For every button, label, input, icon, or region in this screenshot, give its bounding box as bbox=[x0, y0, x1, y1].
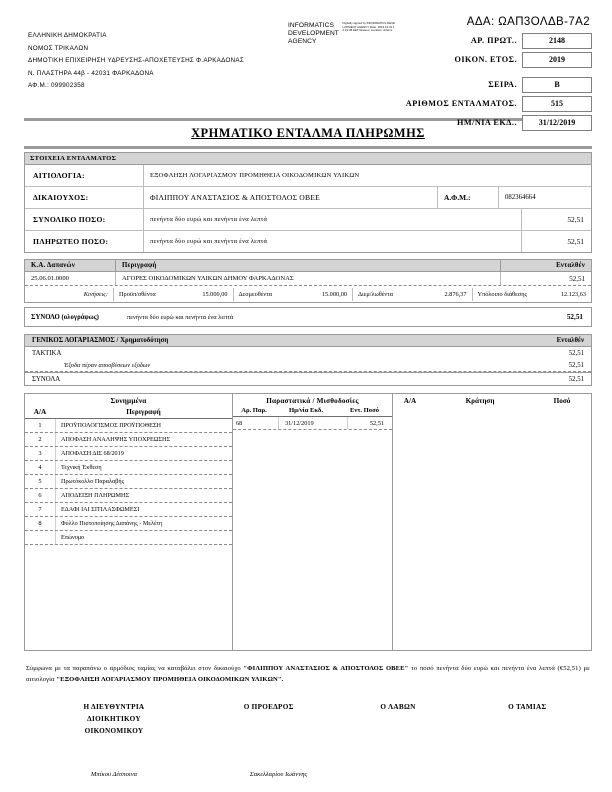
deductions-header bbox=[393, 394, 591, 407]
movements-label: Κινήσεις: bbox=[25, 288, 114, 301]
signature-name-treasurer bbox=[502, 771, 592, 778]
stamp-agency-name: INFORMATICS DEVELOPMENT AGENCY bbox=[288, 22, 339, 46]
field-value: Β bbox=[522, 77, 592, 93]
list-item bbox=[25, 461, 232, 475]
signature-title-line: Η ΔΙΕΥΘΥΝΤΡΙΑ bbox=[83, 703, 145, 711]
invoices-header bbox=[233, 407, 392, 417]
item-description: Πρωτόκολλο Παραλαβής bbox=[55, 475, 232, 488]
row-payable-amount bbox=[25, 231, 591, 252]
cell-account-code: 25.06.01.0000 bbox=[25, 272, 116, 285]
item-description: ΕΔΑΦΙ ΙΑΙ ΣΙΤΙΛΑΣΦΩΜΕΣΙ bbox=[55, 503, 232, 516]
page-title: ΧΡΗΜΑΤΙΚΟ ΕΝΤΑΛΜΑ ΠΛΗΡΩΜΗΣ bbox=[191, 126, 425, 140]
general-ledger-section bbox=[24, 334, 592, 386]
attachments-table bbox=[25, 394, 233, 650]
field-label: ΣΕΙΡΑ. bbox=[488, 80, 517, 89]
org-line-4: Ν. ΠΛΑΣΤΗΡΑ 44β - 42031 ΦΑΡΚΑΔΟΝΑ bbox=[28, 69, 154, 77]
movement-label: Διεμ/λωθέντα bbox=[358, 290, 394, 298]
expense-total-words: πενήντα δύο ευρώ και πενήντα ένα λεπτά bbox=[127, 313, 234, 321]
column-header-description: Περιγραφή bbox=[126, 408, 161, 416]
ledger-row-regular bbox=[25, 347, 591, 359]
justification-value: ΕΞΟΦΛΗΣΗ ΛΟΓΑΡΙΑΣΜΟΥ ΠΡΟΜΗΘΕΙΑ ΟΙΚΟΔΟΜΙΚΩΝ ΥΛΙΚΩΝ bbox=[150, 172, 360, 179]
expense-table-header bbox=[25, 260, 591, 272]
list-item bbox=[25, 531, 232, 545]
ledger-band-amount-label: Ενταλθέν bbox=[556, 337, 584, 344]
ada-code: ΑΔΑ: ΩΑΠ3ΟΛΔΒ-7Α2 bbox=[466, 16, 590, 28]
movement-committed bbox=[234, 288, 354, 301]
instruction-part-1: Σύμφωνα με τα παραπάνω ο αρμόδιος ταμίας να καταβάλει στον δικαιούχο bbox=[26, 665, 244, 672]
item-index: 8 bbox=[38, 520, 42, 527]
row-beneficiary bbox=[25, 187, 591, 209]
item-index: 2 bbox=[38, 436, 42, 443]
signature-title-line: ΟΙΚΟΝΟΜΙΚΟΥ bbox=[84, 727, 144, 735]
field-value: 515 bbox=[522, 96, 592, 112]
signature-title-recipient bbox=[333, 701, 462, 737]
invoices-table bbox=[233, 394, 393, 650]
deductions-table bbox=[393, 394, 591, 650]
org-line-2: ΝΟΜΟΣ ΤΡΙΚΑΛΩΝ bbox=[28, 44, 89, 52]
field-protocol-number bbox=[374, 32, 592, 49]
item-description: Επώνυμο bbox=[55, 531, 232, 544]
item-index: 3 bbox=[38, 450, 42, 457]
signature-title-president bbox=[204, 701, 333, 737]
item-description: ΑΠΟΔΕΙΞΗ ΠΛΗΡΩΜΗΣ bbox=[55, 489, 232, 502]
ledger-row-detail bbox=[25, 359, 591, 372]
list-item bbox=[25, 475, 232, 489]
total-amount-value: 52,51 bbox=[521, 209, 591, 230]
expense-total-amount: 52,51 bbox=[566, 313, 583, 321]
item-description: ΑΠΟΦΑΣΗ ΔΙΣ 68/2019 bbox=[55, 447, 232, 460]
warrant-details-section bbox=[24, 152, 592, 253]
list-item bbox=[25, 433, 232, 447]
ledger-band-label: ΓΕΝΙΚΟΣ ΛΟΓΑΡΙΑΣΜΟΣ / Χρηματοδότηση bbox=[32, 337, 169, 344]
column-header-invoice-date: Ημ/νία Εκδ. bbox=[289, 407, 323, 414]
signature-title-line: Ο ΤΑΜΙΑΣ bbox=[508, 703, 547, 711]
budget-movements-row bbox=[25, 286, 591, 302]
attachments-title: Συνημμένα bbox=[110, 397, 147, 405]
expense-total-label: ΣΥΝΟΛΟ (ολογράφως) bbox=[31, 313, 99, 321]
invoices-title: Παραστατικά / Μισθοδοσίες bbox=[266, 397, 359, 405]
payable-amount-label: ΠΛΗΡΩΤΕΟ ΠΟΣΟ: bbox=[25, 231, 144, 252]
section-band-warrant bbox=[25, 153, 591, 165]
beneficiary-value: ΦΙΛΙΠΠΟΥ ΑΝΑΣΤΑΣΙΟΣ & ΑΠΟΣΤΟΛΟΣ ΟΒΕΕ bbox=[150, 193, 320, 202]
field-warrant-number bbox=[374, 95, 592, 112]
instruction-beneficiary: "ΦΙΛΙΠΠΟΥ ΑΝΑΣΤΑΣΙΟΣ & ΑΠΟΣΤΟΛΟΣ ΟΒΕΕ" bbox=[243, 665, 409, 672]
beneficiary-label: ΔΙΚΑΙΟΥΧΟΣ: bbox=[25, 187, 144, 208]
title-divider bbox=[24, 146, 592, 149]
field-value: 31/12/2019 bbox=[522, 115, 592, 131]
movement-label: Προϋπ/σθέντα bbox=[119, 290, 156, 298]
movement-value: 12.123,63 bbox=[560, 290, 586, 298]
column-header-deduction-amount: Ποσό bbox=[553, 397, 571, 405]
cell-amount: 52,51 bbox=[569, 274, 585, 283]
org-line-1: ΕΛΛΗΝΙΚΗ ΔΗΜΟΚΡΑΤΙΑ bbox=[28, 32, 107, 39]
document-header bbox=[24, 14, 592, 127]
justification-label: ΑΙΤΙΟΛΟΓΙΑ: bbox=[25, 165, 144, 186]
movement-value: 2.876,37 bbox=[444, 290, 467, 298]
field-label: ΑΡ. ΠΡΩΤ.. bbox=[470, 36, 517, 45]
instruction-part-2: το ποσό πενήντα δύο ευρώ και πενήντα ένα λεπτά (€52,51) με αιτιολογία bbox=[26, 665, 590, 683]
field-fiscal-year bbox=[374, 51, 592, 68]
cell-invoice-number: 68 bbox=[236, 419, 243, 427]
item-index: 6 bbox=[38, 492, 42, 499]
table-row bbox=[233, 417, 392, 430]
list-item bbox=[25, 447, 232, 461]
cell-description: ΑΓΟΡΕΣ ΟΙΚΟΔΟΜΙΚΩΝ ΥΛΙΚΩΝ ΔΗΜΟΥ ΦΑΡΚΑΔΟΝΑΣ bbox=[116, 272, 501, 285]
column-header-account-code: Κ.Α. Δαπανών bbox=[25, 260, 116, 271]
ledger-total-amount: 52,51 bbox=[568, 375, 584, 383]
movement-budgeted bbox=[114, 288, 234, 301]
field-label: ΑΡΙΘΜΟΣ ΕΝΤΑΛΜΑΤΟΣ. bbox=[405, 99, 517, 108]
field-label: ΗΜ/ΝΙΑ ΕΚΔ.. bbox=[456, 118, 517, 127]
field-label: ΟΙΚΟΝ. ΕΤΟΣ. bbox=[454, 55, 517, 64]
signature-title-line: Ο ΛΑΒΩΝ bbox=[380, 703, 416, 711]
column-header-description: Περιγραφή bbox=[116, 260, 501, 271]
movement-remaining bbox=[473, 288, 592, 301]
row-total-amount bbox=[25, 209, 591, 231]
item-description: Φύλλο Πιστοποίησης Δαπάνης - Μελέτη bbox=[55, 517, 232, 530]
org-line-3: ΔΗΜΟΤΙΚΗ ΕΠΙΧΕΙΡΗΣΗ ΥΔΡΕΥΣΗΣ-ΑΠΟΧΕΤΕΥΣΗΣ Φ.ΑΡΚΑΔΟΝΑΣ bbox=[28, 57, 244, 65]
field-issue-date bbox=[374, 114, 592, 131]
column-header-index: Α/Α bbox=[403, 397, 417, 405]
table-row bbox=[25, 272, 591, 286]
org-line-5: ΑΦ.Μ.: 099902358 bbox=[28, 82, 85, 90]
lower-tables-block bbox=[24, 393, 592, 651]
movement-value: 15.000,00 bbox=[321, 290, 347, 298]
signature-names-row bbox=[24, 771, 592, 778]
column-header-deduction-name: Κράτηση bbox=[465, 397, 495, 405]
column-header-invoice-amount: Εντ. Ποσό bbox=[350, 407, 379, 414]
item-description: ΠΡΟΫΠΟΛΟΓΙΣΜΟΣ ΠΡΟΫΠΟΘΕΣΗ bbox=[55, 419, 232, 432]
signature-name-president: Σακελλαρίου Ιωάννης bbox=[249, 771, 308, 778]
item-index: 7 bbox=[38, 506, 42, 513]
organization-block bbox=[28, 30, 244, 93]
band-label: ΣΤΟΙΧΕΙΑ ΕΝΤΑΛΜΑΤΟΣ bbox=[30, 155, 117, 162]
list-item bbox=[25, 503, 232, 517]
item-index: 1 bbox=[38, 422, 42, 429]
list-item bbox=[25, 489, 232, 503]
payment-instruction-text bbox=[24, 663, 592, 685]
item-index: 4 bbox=[38, 464, 42, 471]
expense-total-row bbox=[24, 307, 592, 327]
instruction-reason: "ΕΞΟΦΛΗΣΗ ΛΟΓΑΡΙΑΣΜΟΥ ΠΡΟΜΗΘΕΙΑ ΟΙΚΟΔΟΜΙΚΩΝ ΥΛΙΚΩΝ". bbox=[56, 676, 284, 683]
item-index: 5 bbox=[38, 478, 42, 485]
column-header-index: Α/Α bbox=[33, 408, 47, 416]
ledger-row-amount: 52,51 bbox=[568, 361, 584, 369]
list-item bbox=[25, 419, 232, 433]
signature-name-director: Μπίκου Δέσποινα bbox=[90, 771, 138, 778]
movement-label: Υπόλοιπο διάθεσης bbox=[477, 290, 527, 298]
ledger-row-label: Έξοδα πέραν αποσβέσεων εξόδων bbox=[64, 361, 151, 369]
field-value: 2148 bbox=[522, 33, 592, 49]
signature-title-director bbox=[24, 701, 204, 737]
column-header-invoice-number: Αρ. Παρ. bbox=[241, 407, 267, 414]
payable-amount-value: 52,51 bbox=[521, 231, 591, 252]
field-series bbox=[374, 76, 592, 93]
attachments-header bbox=[25, 407, 232, 419]
movement-settled bbox=[353, 288, 473, 301]
signature-name-recipient bbox=[353, 771, 502, 778]
row-justification bbox=[25, 165, 591, 187]
list-item bbox=[25, 517, 232, 531]
column-header-amount: Ενταλθέν bbox=[556, 262, 585, 269]
ledger-total-row bbox=[25, 372, 591, 385]
header-fields bbox=[374, 32, 592, 133]
movement-label: Δεσμευθέντα bbox=[238, 290, 273, 298]
item-description: Τεχνική Έκθεση bbox=[55, 461, 232, 474]
field-value: 2019 bbox=[522, 52, 592, 68]
total-amount-words: πενήντα δύο ευρώ και πενήντα ένα λεπτά bbox=[150, 216, 268, 223]
cell-invoice-date: 31/12/2019 bbox=[278, 417, 347, 429]
total-amount-label: ΣΥΝΟΛΙΚΟ ΠΟΣΟ: bbox=[25, 209, 144, 230]
payable-amount-words: πενήντα δύο ευρώ και πενήντα ένα λεπτά bbox=[150, 238, 268, 245]
signature-title-line: Ο ΠΡΟΕΔΡΟΣ bbox=[243, 703, 294, 711]
expense-table bbox=[24, 259, 592, 303]
stamp-signature-details: Digitally signed by INFORMATICS DEVELOPMENT AGENCY Date: 2019.12.31 12:19:28 EET Reason: Location: Athens bbox=[342, 21, 395, 33]
vat-value: 082364664 bbox=[498, 187, 591, 208]
signature-titles-row bbox=[24, 701, 592, 737]
ledger-band bbox=[25, 335, 591, 347]
item-description: ΑΠΟΦΑΣΗ ΑΝΑΛΗΨΗΣ ΥΠΟΧΡΕΩΣΗΣ bbox=[55, 433, 232, 446]
ledger-total-label: ΣΥΝΟΛΑ bbox=[32, 375, 61, 383]
signature-title-treasurer bbox=[463, 701, 592, 737]
ledger-row-amount: 52,51 bbox=[568, 349, 584, 357]
movement-value: 15.000,00 bbox=[202, 290, 228, 298]
cell-invoice-amount: 52,51 bbox=[347, 417, 392, 429]
vat-label: Α.Φ.Μ.: bbox=[437, 187, 498, 208]
signature-title-line: ΔΙΟΙΚΗΤΙΚΟΥ bbox=[87, 715, 141, 723]
ledger-row-label: ΤΑΚΤΙΚΑ bbox=[32, 349, 62, 357]
